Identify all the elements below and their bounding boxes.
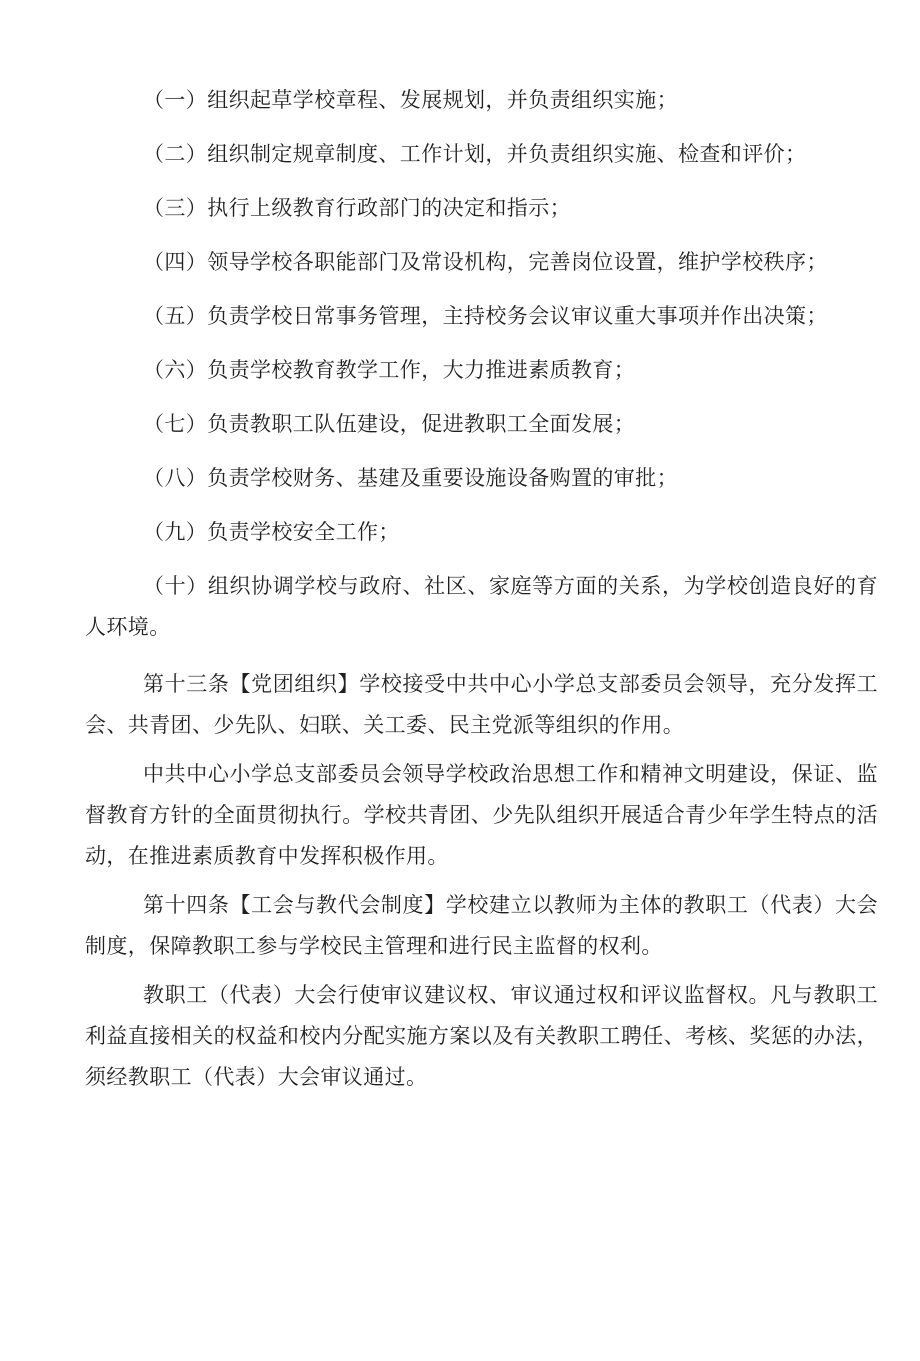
paragraph-item-9: （九）负责学校安全工作； <box>143 520 400 544</box>
paragraph-item-7: （七）负责教职工队伍建设，促进教职工全面发展； <box>143 412 636 436</box>
document-text-block <box>85 80 878 1098</box>
paragraph-item-8: （八）负责学校财务、基建及重要设施设备购置的审批； <box>143 466 678 490</box>
paragraph-item-1: （一）组织起草学校章程、发展规划，并负责组织实施； <box>143 88 678 112</box>
paragraph-item-3: （三）执行上级教育行政部门的决定和指示； <box>143 196 571 220</box>
paragraph-item-2: （二）组织制定规章制度、工作计划，并负责组织实施、检查和评价； <box>143 142 807 166</box>
paragraph-article-13-2: 中共中心小学总支部委员会领导学校政治思想工作和精神文明建设，保证、监督教育方针的全面贯彻执行。学校共青团、少先队组织开展适合青少年学生特点的活动，在推进素质教育中发挥积极作用。 <box>85 762 878 868</box>
paragraph-item-5: （五）负责学校日常事务管理，主持校务会议审议重大事项并作出决策； <box>143 304 828 328</box>
paragraph-article-13-1: 第十三条【党团组织】学校接受中共中心小学总支部委员会领导，充分发挥工会、共青团、少先队、妇联、关工委、民主党派等组织的作用。 <box>85 672 878 737</box>
paragraph-item-4: （四）领导学校各职能部门及常设机构，完善岗位设置，维护学校秩序； <box>143 250 828 274</box>
paragraph-article-14-2: 教职工（代表）大会行使审议建议权、审议通过权和评议监督权。凡与教职工利益直接相关的权益和校内分配实施方案以及有关教职工聘任、考核、奖惩的办法，须经教职工（代表）大会审议通过。 <box>85 983 878 1089</box>
paragraph-article-14-1: 第十四条【工会与教代会制度】学校建立以教师为主体的教职工（代表）大会制度，保障教职工参与学校民主管理和进行民主监督的权利。 <box>85 893 878 958</box>
paragraph-item-10: （十）组织协调学校与政府、社区、家庭等方面的关系，为学校创造良好的育人环境。 <box>85 574 878 639</box>
paragraph-item-6: （六）负责学校教育教学工作，大力推进素质教育； <box>143 358 636 382</box>
